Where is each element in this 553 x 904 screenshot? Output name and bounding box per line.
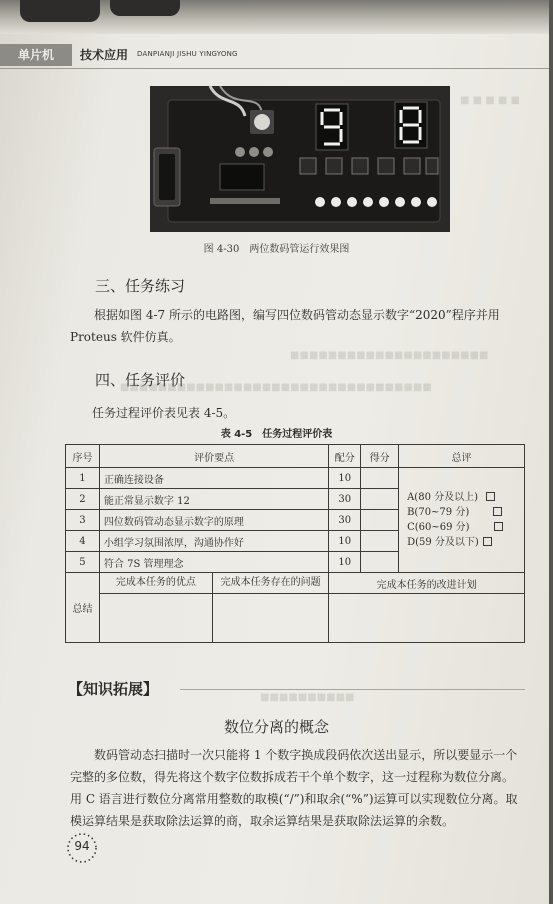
row-score: 30 [329, 510, 361, 531]
bleed-through: ■ ■ ■ ■ ■ [460, 95, 520, 106]
row-number: 2 [66, 489, 100, 510]
checkbox-icon[interactable] [486, 492, 495, 501]
top-shadow [0, 0, 553, 34]
grade-option-d[interactable] [407, 535, 520, 550]
task-practice-text: 根据如图 4-7 所示的电路图，编写四位数码管动态显示数字“2020”程序并用 Proteus 软件仿真。 [70, 308, 500, 344]
page-number-badge [62, 832, 102, 868]
grade-label: A(80 分及以上) [407, 492, 479, 503]
row-point: 正确连接设备 [99, 468, 328, 489]
header-cell: 总评 [399, 445, 525, 468]
summary-content-split [99, 594, 328, 643]
grade-option-c[interactable] [407, 520, 520, 535]
row-point: 能正常显示数字 12 [99, 489, 328, 510]
summary-label: 总结 [66, 573, 100, 643]
summary-header-problems: 完成本任务存在的问题 [220, 577, 321, 588]
task-practice-heading: 三、任务练习 [95, 277, 186, 295]
running-header [0, 44, 553, 66]
bleed-through: ■■■■■■■■■■■■■■■■■■■■■ [290, 350, 489, 361]
grade-option-a[interactable] [407, 490, 520, 505]
row-score: 10 [329, 552, 361, 573]
row-point: 小组学习氛围浓厚，沟通协作好 [99, 531, 328, 552]
summary-strengths-field[interactable] [100, 594, 213, 642]
row-score: 10 [329, 468, 361, 489]
row-got[interactable] [361, 489, 399, 510]
checkbox-icon[interactable] [493, 507, 502, 516]
row-number: 3 [66, 510, 100, 531]
row-score: 10 [329, 531, 361, 552]
task-eval-heading: 四、任务评价 [95, 371, 186, 389]
header-cell: 得分 [361, 445, 399, 468]
section-title: 技术应用 [80, 48, 129, 62]
figure-caption: 图 4-30 两位数码管运行效果图 [203, 244, 350, 255]
evaluation-table [65, 444, 525, 643]
summary-header-strengths: 完成本任务的优点 [100, 573, 213, 593]
bleed-through: ■■■■■■■■■■ [260, 692, 355, 703]
pcb-board-photo [150, 86, 450, 232]
header-cell: 评价要点 [99, 445, 328, 468]
summary-header-row [66, 573, 525, 594]
grade-label: D(59 分及以下) [407, 537, 479, 548]
page-number: 94 [74, 839, 90, 853]
header-cell: 配分 [329, 445, 361, 468]
knowledge-rule [180, 689, 525, 690]
summary-content [100, 594, 328, 642]
grade-label: B(70~79 分) [407, 507, 470, 518]
knowledge-heading: 【知识拓展】 [68, 680, 159, 698]
summary-split-cell [99, 573, 328, 594]
thumb-shadow [20, 0, 100, 22]
thumb-shadow [110, 0, 180, 16]
summary-content-row [66, 594, 525, 643]
row-number: 1 [66, 468, 100, 489]
row-score: 30 [329, 489, 361, 510]
page-edge-shadow [549, 0, 553, 904]
row-number: 5 [66, 552, 100, 573]
task-eval-intro: 任务过程评价表见表 4-5。 [92, 406, 236, 420]
concept-text: 数码管动态扫描时一次只能将 1 个数字换成段码依次送出显示，所以要显示一个完整的多位数，得先将这个数字位数拆成若干个单个数字，这一过程称为数位分离。用 C 语言进行数位分离常用整数的取模(“/”)和取余(“%”)运算可以实现数位分离。取模运算结果是获取除法运算的商，取余运算结果是获取除法运算的余数。 [70, 748, 518, 828]
header-cell: 序号 [66, 445, 100, 468]
section-pinyin: DANPIANJI JISHU YINGYONG [137, 50, 238, 58]
row-got[interactable] [361, 531, 399, 552]
summary-problems-field[interactable] [213, 594, 328, 642]
bleed-through: ■■■■■■■■■■■■■■■■■■■■■■■■■■■■■■■■■ [120, 382, 432, 393]
grade-option-b[interactable] [407, 505, 520, 520]
table-row [66, 468, 525, 489]
row-got[interactable] [361, 510, 399, 531]
table-header-row [66, 445, 525, 468]
book-chip: 单片机 [0, 44, 72, 66]
overall-grade-cell [399, 468, 525, 573]
row-point: 四位数码管动态显示数字的原理 [99, 510, 328, 531]
summary-split [100, 573, 328, 593]
checkbox-icon[interactable] [483, 537, 492, 546]
table-title: 表 4-5 任务过程评价表 [220, 429, 333, 440]
summary-plan-field[interactable] [329, 594, 525, 643]
row-point: 符合 7S 管理理念 [99, 552, 328, 573]
checkbox-icon[interactable] [494, 522, 503, 531]
summary-header-plan: 完成本任务的改进计划 [329, 573, 525, 594]
row-number: 4 [66, 531, 100, 552]
concept-title: 数位分离的概念 [223, 718, 329, 736]
grade-label: C(60~69 分) [407, 522, 470, 533]
header-rule [0, 68, 553, 69]
row-got[interactable] [361, 552, 399, 573]
row-got[interactable] [361, 468, 399, 489]
